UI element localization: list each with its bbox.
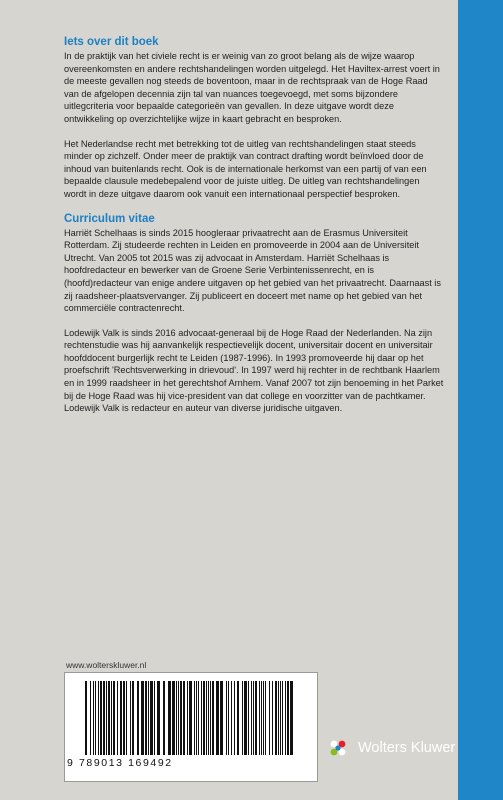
publisher-url[interactable]: www.wolterskluwer.nl bbox=[66, 660, 147, 670]
cv-paragraph-valk: Lodewijk Valk is sinds 2016 advocaat-generaal bij de Hoge Raad der Nederlanden. Na zijn rechtenstudie was hij aanvankelijk respectievelijk docent, universitair docent en universitair hoofddocent burgerlijk recht te Leiden (1987-1996). In 1993 promoveerde hij daar op het proefschrift 'Rechtsverwerking in drievoud'. In 1997 werd hij rechter in de rechtbank Haarlem en in 1999 raadsheer in het gerechtshof Arnhem. Vanaf 2007 tot zijn benoeming in het Parket bij de Hoge Raad was hij vice-president van dat college en voorzitter van de pachtkamer. Lodewijk Valk is redacteur en auteur van diverse juridische uitgaven. bbox=[64, 327, 444, 414]
barcode-bars bbox=[85, 681, 297, 759]
cv-paragraph-schelhaas: Harriët Schelhaas is sinds 2015 hoogleraar privaatrecht aan de Erasmus Universiteit Rotterdam. Zij studeerde rechten in Leiden en promoveerde in 2004 aan de Universiteit Utrecht. Van 2005 tot 2015 was zij advocaat in Amsterdam. Harriët Schelhaas is hoofdredacteur en bewerker van de Groene Serie Verbintenissenrecht, en is (hoofd)redacteur van enige andere uitgaven op het gebied van het privaatrecht. Daarnaast is zij raadsheer-plaatsvervanger. Zij publiceert en doceert met name op het gebied van het commerciële contractenrecht. bbox=[64, 227, 441, 314]
isbn-number: 9 789013 169492 bbox=[67, 757, 173, 769]
blue-side-band bbox=[458, 0, 503, 800]
isbn-barcode bbox=[64, 672, 318, 782]
about-paragraph-2: Het Nederlandse recht met betrekking tot de uitleg van rechtshandelingen staat steeds minder op zichzelf. Onder meer de praktijk van contract drafting wordt beïnvloed door de inhoud van buitenlands recht. Ook is de internationale herkomst van een partij of van een bepaalde clausule medebepalend voor de juiste uitleg. De uitleg van rechtshandelingen wordt in deze uitgave daarom ook vanuit een internationaal perspectief besproken. bbox=[64, 138, 427, 199]
publisher-name: Wolters Kluwer bbox=[358, 740, 456, 756]
back-cover-text bbox=[64, 36, 444, 427]
about-title: Iets over dit boek bbox=[64, 36, 159, 48]
about-paragraph-1: In de praktijk van het civiele recht is er weinig van zo groot belang als de wijze waarop overeenkomsten en andere rechtshandelingen worden uitgelegd. Het Haviltex-arrest voert in de meeste gevallen nog steeds de boventoon, maar in de rechtspraak van de Hoge Raad van de afgelopen decennia zijn tal van nuances toegevoegd, met soms bijzondere uitlegcriteria voor bepaalde categorieën van gevallen. In deze uitgave wordt deze ontwikkeling op overzichtelijke wijze in kaart gebracht en besproken. bbox=[64, 51, 440, 124]
publisher-logo bbox=[326, 708, 503, 788]
wolters-kluwer-logo-icon bbox=[326, 736, 350, 760]
cv-title: Curriculum vitae bbox=[64, 212, 155, 225]
